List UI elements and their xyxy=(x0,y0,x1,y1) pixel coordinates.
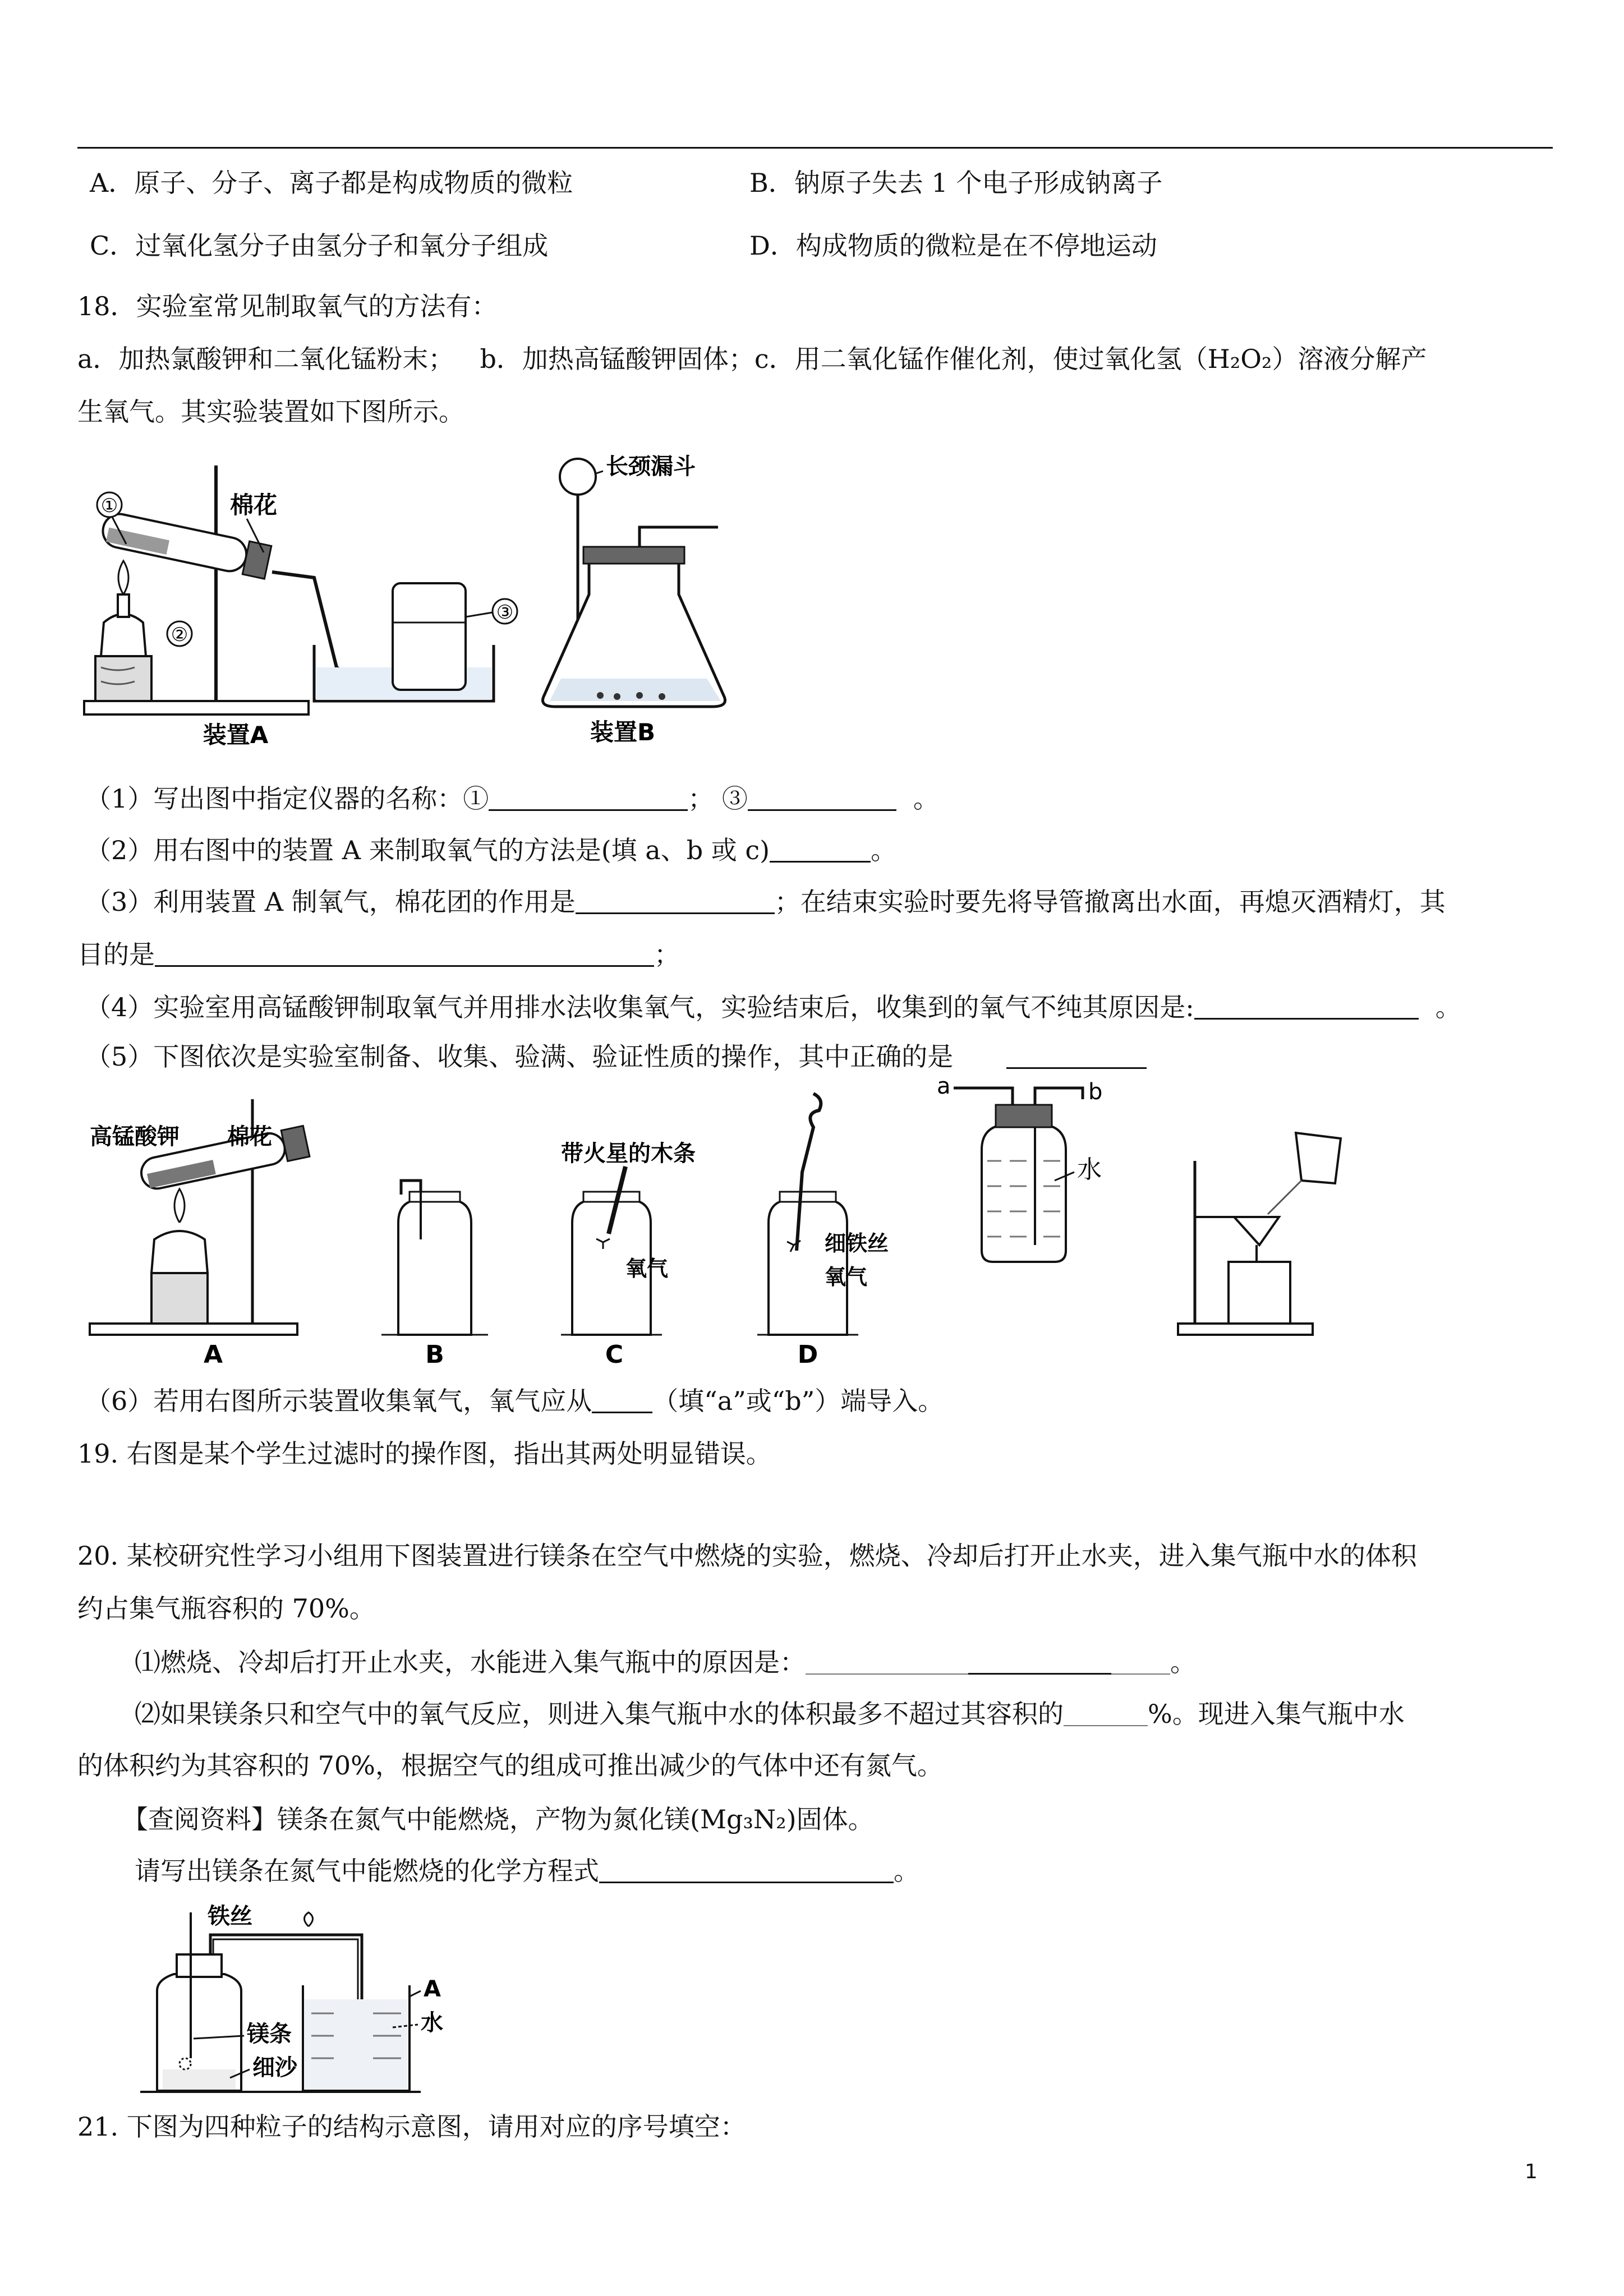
label-o2-c: 氧气 xyxy=(625,1256,669,1281)
blank-purpose[interactable] xyxy=(155,939,654,967)
q20-blank-percent[interactable] xyxy=(1064,1699,1148,1726)
p4-end: 。 xyxy=(1435,992,1461,1022)
q18-part3-line2 xyxy=(77,938,680,971)
q18-methods-line2: 生氧气。其实验装置如下图所示。 xyxy=(77,397,464,427)
q20-blank-reason-b[interactable] xyxy=(968,1647,1111,1675)
q17-option-a: A．原子、分子、离子都是构成物质的微粒 xyxy=(90,168,573,198)
p3-line2-text: 目的是 xyxy=(77,939,155,970)
caption-b: 装置B xyxy=(590,718,656,746)
label-cotton: 棉花 xyxy=(230,491,278,519)
operation-b xyxy=(381,1181,488,1369)
q20-line1: 20. 某校研究性学习小组用下图装置进行镁条在空气中燃烧的实验，燃烧、冷却后打开止水夹，进入集气瓶中水的体积 xyxy=(77,1541,1417,1571)
method-b-c: b．加热高锰酸钾固体；c．用二氧化锰作催化剂，使过氧化氢（H₂O₂）溶液分解产 xyxy=(480,344,1427,374)
blank-impure[interactable] xyxy=(1194,992,1419,1020)
apparatus-b-figure xyxy=(527,449,763,746)
q17-option-d: D．构成物质的微粒是在不停地运动 xyxy=(749,230,1157,261)
label-kmno4: 高锰酸钾 xyxy=(90,1124,180,1150)
operation-d xyxy=(757,1094,889,1369)
operations-figure xyxy=(79,1073,1369,1369)
blank-port[interactable] xyxy=(592,1386,652,1413)
p1-end: 。 xyxy=(913,783,939,814)
p1-mid: ； ③ xyxy=(688,783,748,814)
label-op-b: B xyxy=(425,1340,444,1369)
label-n2: ② xyxy=(171,624,188,646)
p3-mid: ；在结束实验时要先将导管撤离出水面，再熄灭酒精灯，其 xyxy=(774,887,1446,917)
q20-part1 xyxy=(135,1645,1196,1679)
page-number: 1 xyxy=(1525,2160,1538,2183)
q20-blank-reason-a[interactable] xyxy=(806,1648,968,1675)
caption-a: 装置A xyxy=(203,721,269,749)
q18-part6 xyxy=(85,1384,944,1418)
q20-blank-reason-c[interactable] xyxy=(1111,1648,1170,1675)
q18-part4 xyxy=(85,990,1461,1024)
magnesium-burning-figure xyxy=(140,1901,488,2103)
q20-p1-text: ⑴燃烧、冷却后打开止水夹，水能进入集气瓶中的原因是： xyxy=(135,1647,806,1677)
q18-part3 xyxy=(85,885,1446,919)
q20-ask-text: 请写出镁条在氮气中能燃烧的化学方程式 xyxy=(135,1856,599,1886)
p2-end: 。 xyxy=(871,835,897,865)
p5-text: （5）下图依次是实验室制备、收集、验满、验证性质的操作，其中正确的是 xyxy=(85,1041,954,1072)
label-op-d: D xyxy=(797,1340,818,1369)
blank-correct[interactable] xyxy=(1006,1041,1147,1069)
q18-part5 xyxy=(85,1040,1147,1073)
p4-text: （4）实验室用高锰酸钾制取氧气并用排水法收集氧气，实验结束后，收集到的氧气不纯其原因是: xyxy=(85,992,1194,1022)
q20-p2-end: %。现进入集气瓶中水 xyxy=(1148,1699,1405,1729)
p1-text: （1）写出图中指定仪器的名称：① xyxy=(85,783,489,814)
label-iron-wire: 细铁丝 xyxy=(825,1231,889,1256)
q17-option-b: B．钠原子失去 1 个电子形成钠离子 xyxy=(749,168,1163,198)
blank-1[interactable] xyxy=(489,783,688,811)
label-water-beaker: 水 xyxy=(421,2010,443,2036)
blank-method[interactable] xyxy=(770,835,871,863)
label-op-a: A xyxy=(203,1340,223,1369)
q18-part1 xyxy=(85,782,939,815)
q20-info: 【查阅资料】镁条在氮气中能燃烧，产物为氮化镁(Mg₃N₂)固体。 xyxy=(122,1804,874,1834)
q21-stem: 21. 下图为四种粒子的结构示意图，请用对应的序号填空： xyxy=(77,2111,746,2142)
q17-option-c: C．过氧化氢分子由氢分子和氧分子组成 xyxy=(90,230,549,261)
q20-part2-line2: 的体积约为其容积的 70%，根据空气的组成可推出减少的气体中还有氮气。 xyxy=(77,1750,943,1781)
q19-stem: 19. 右图是某个学生过滤时的操作图，指出其两处明显错误。 xyxy=(77,1439,772,1469)
q18-part2 xyxy=(85,833,896,867)
q20-p2-text: ⑵如果镁条只和空气中的氧气反应，则进入集气瓶中水的体积最多不超过其容积的 xyxy=(135,1699,1064,1729)
q20-blank-equation[interactable] xyxy=(599,1856,894,1883)
label-cotton-2: 棉花 xyxy=(227,1124,272,1150)
label-level-a: A xyxy=(424,1976,441,2002)
label-o2-d: 氧气 xyxy=(825,1265,868,1289)
label-op-c: C xyxy=(605,1340,624,1369)
label-water: 水 xyxy=(1077,1155,1102,1184)
label-funnel: 长颈漏斗 xyxy=(606,454,696,480)
q20-part2 xyxy=(135,1697,1405,1731)
label-mg-ribbon: 镁条 xyxy=(247,2021,292,2047)
q18-methods-line1 xyxy=(77,342,1427,376)
blank-3[interactable] xyxy=(748,783,896,811)
q20-p1-end: 。 xyxy=(1170,1647,1196,1677)
p6-text: （6）若用右图所示装置收集氧气，氧气应从 xyxy=(85,1386,592,1416)
label-n1: ① xyxy=(100,495,118,517)
p3-text: （3）利用装置 A 制氧气，棉花团的作用是 xyxy=(85,887,576,917)
header-rule xyxy=(77,147,1553,149)
label-splint: 带火星的木条 xyxy=(561,1141,696,1167)
label-sand: 细沙 xyxy=(252,2055,297,2081)
filtration-figure xyxy=(1178,1133,1341,1335)
label-port-a: a xyxy=(937,1073,951,1099)
label-port-b: b xyxy=(1088,1079,1103,1105)
method-a: a．加热氯酸钾和二氧化锰粉末； xyxy=(77,344,454,374)
q18-stem: 18．实验室常见制取氧气的方法有： xyxy=(77,291,498,321)
operation-c xyxy=(561,1141,696,1369)
p6-end: （填“a”或“b”）端导入。 xyxy=(652,1386,944,1416)
q20-ask-end: 。 xyxy=(894,1856,919,1886)
p3-line2-end: ； xyxy=(654,939,680,970)
blank-cotton[interactable] xyxy=(576,887,775,914)
q20-ask xyxy=(135,1854,919,1888)
label-wire: 铁丝 xyxy=(208,1903,252,1929)
q20-line2: 约占集气瓶容积的 70%。 xyxy=(77,1593,375,1624)
operation-a xyxy=(90,1099,310,1369)
water-bottle-figure xyxy=(937,1073,1102,1262)
p2-text: （2）用右图中的装置 A 来制取氧气的方法是(填 a、b 或 c) xyxy=(85,835,770,865)
label-n3: ③ xyxy=(496,601,514,624)
apparatus-a-figure xyxy=(79,454,561,749)
